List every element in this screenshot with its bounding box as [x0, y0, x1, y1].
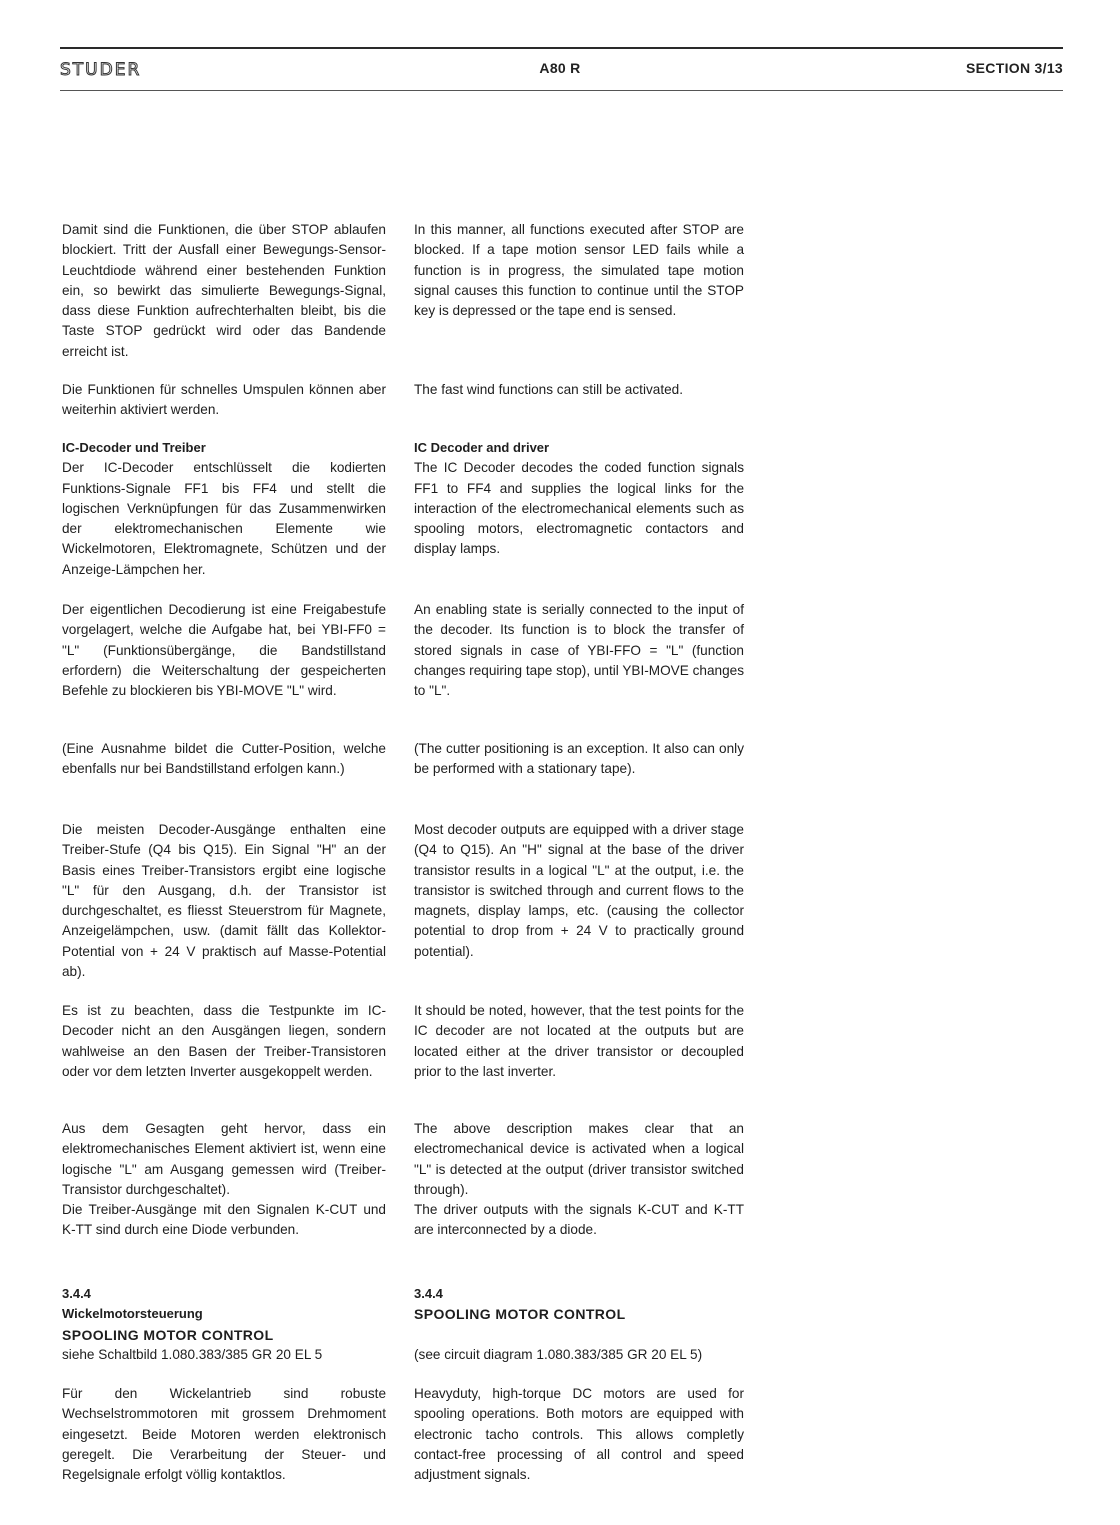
en-paragraph-6: Most decoder outputs are equipped with a driver stage (Q4 to Q15). An "H" signal at the base of the driver transistor results in a logical "L" at the output, i.e. the transistor is switched through and current flows to the magnets, display lamps, etc. (causing the collector potential to drop from + 24 V to practically ground potential). — [414, 822, 744, 959]
de-paragraph-9: Die Treiber-Ausgänge mit den Signalen K-CUT und K-TT sind durch eine Diode verbunden. — [62, 1202, 386, 1238]
de-paragraph-1: Damit sind die Funktionen, die über STOP ablaufen blockiert. Tritt der Ausfall einer Bewegungs-Sensor-Leuchtdiode während einer bestehenden Funktion ein, so bewirkt das simulierte Bewegungs-Signal, dass diese Funktion aufrechterhalten bleibt, bis die Taste STOP gedrückt wird oder das Bandende erreicht ist. — [62, 222, 386, 359]
de-paragraph-7: Es ist zu beachten, dass die Testpunkte im IC-Decoder nicht an den Ausgängen liegen, sondern wahlweise an den Basen der Treiber-Transistoren oder vor dem letzten Inverter ausgekoppelt werden. — [62, 1003, 386, 1079]
en-paragraph-2: The fast wind functions can still be activated. — [414, 382, 683, 397]
en-paragraph-3: The IC Decoder decodes the coded function signals FF1 to FF4 and supplies the logical links for the interaction of the electromechanical elements such as spooling motors, electromagnetic contactors and display lamps. — [414, 460, 744, 557]
en-paragraph-10: Heavyduty, high-torque DC motors are used for spooling operations. Both motors are equipped with electronic tacho controls. This allows completly contact-free processing of all control and speed adjustment signals. — [414, 1386, 744, 1483]
en-circuit-ref: (see circuit diagram 1.080.383/385 GR 20 EL 5) — [414, 1346, 703, 1362]
de-paragraph-6: Die meisten Decoder-Ausgänge enthalten eine Treiber-Stufe (Q4 bis Q15). Ein Signal "H" an der Basis eines Treiber-Transistors ergibt eine logische "L" für den Ausgang, d.h. der Transistor ist durchgeschaltet, es fliesst Steuerstrom für Magnete, Anzeigelämpchen, usw. (damit fällt das Kollektor-Potential von + 24 V praktisch auf Masse-Potential ab). — [62, 822, 386, 980]
en-paragraph-5: (The cutter positioning is an exception. It also can only be performed with a stationary tape). — [414, 741, 744, 777]
de-decoder-block — [62, 438, 386, 580]
en-paragraph-7: It should be noted, however, that the test points for the IC decoder are not located at the outputs but are located either at the driver transistor or decoupled prior to the last inverter. — [414, 1003, 744, 1079]
en-section-title: SPOOLING MOTOR CONTROL — [414, 1306, 626, 1323]
en-paragraph-1: In this manner, all functions executed after STOP are blocked. If a tape motion sensor LED fails while a function is in progress, the simulated tape motion signal causes this function to continue until the STOP key is depressed or the tape end is sensed. — [414, 222, 744, 319]
en-paragraph-9: The driver outputs with the signals K-CUT and K-TT are interconnected by a diode. — [414, 1202, 744, 1238]
en-decoder-block — [414, 438, 744, 560]
de-paragraph-8: Aus dem Gesagten geht hervor, dass ein elektromechanisches Element aktiviert ist, wenn eine logische "L" am Ausgang gemessen wird (Treiber-Transistor durchgeschaltet). Die Treiber-Ausgänge mit den Signalen K-CUT und K-TT sind durch eine Diode verbunden. — [62, 1119, 386, 1241]
de-section-number: 3.4.4 — [62, 1286, 91, 1301]
en-section-heading — [414, 1284, 744, 1365]
de-paragraph-2: Die Funktionen für schnelles Umspulen können aber weiterhin aktiviert werden. — [62, 382, 386, 418]
header-top-rule — [60, 47, 1063, 49]
de-paragraph-5: (Eine Ausnahme bildet die Cutter-Position, welche ebenfalls nur bei Bandstillstand erfolgen kann.) — [62, 741, 386, 777]
en-section-number: 3.4.4 — [414, 1286, 443, 1301]
de-section-title: Wickelmotorsteuerung — [62, 1306, 203, 1322]
de-section-heading — [62, 1284, 386, 1365]
header-bottom-rule — [60, 90, 1063, 91]
en-decoder-title: IC Decoder and driver — [414, 440, 550, 455]
model-label: A80 R — [539, 60, 581, 76]
en-paragraph-4: An enabling state is serially connected to the input of the decoder. Its function is to block the transfer of stored signals in case of YBI-FFO = "L" (function changes requiring tape stop), until YBI-MOVE changes to "L". — [414, 602, 744, 699]
section-label: SECTION 3/13 — [966, 60, 1063, 76]
de-paragraph-3: Der IC-Decoder entschlüsselt die kodierten Funktions-Signale FF1 bis FF4 und stellt die logischen Verknüpfungen für das Zusammenwirken der elektromechanischen Elemente wie Wickelmotoren, Elektromagnete, Schützen und der Anzeige-Lämpchen her. — [62, 460, 386, 577]
de-paragraph-10: Für den Wickelantrieb sind robuste Wechselstrommotoren mit grossem Drehmoment eingesetzt. Beide Motoren werden elektronisch geregelt. Die Verarbeitung der Steuer- und Regelsignale erfolgt völlig kontaktlos. — [62, 1386, 386, 1483]
en-paragraph-8: The above description makes clear that an electromechanical device is activated when a logical "L" is detected at the output (driver transistor switched through). The driver outputs with the signals K-CUT and K-TT are interconnected by a diode. — [414, 1119, 744, 1241]
de-decoder-title: IC-Decoder und Treiber — [62, 440, 206, 455]
de-section-title-en: SPOOLING MOTOR CONTROL — [62, 1326, 274, 1343]
studer-logo: STUDER — [60, 60, 142, 80]
de-paragraph-4: Der eigentlichen Decodierung ist eine Freigabestufe vorgelagert, welche die Aufgabe hat, bei YBI-FF0 = "L" (Funktionsübergänge, die Bandstillstand erfordern) die Weiterschaltung der gespeicherten Befehle zu blockieren bis YBI-MOVE "L" wird. — [62, 602, 386, 699]
de-circuit-ref: siehe Schaltbild 1.080.383/385 GR 20 EL 5 — [62, 1346, 323, 1362]
